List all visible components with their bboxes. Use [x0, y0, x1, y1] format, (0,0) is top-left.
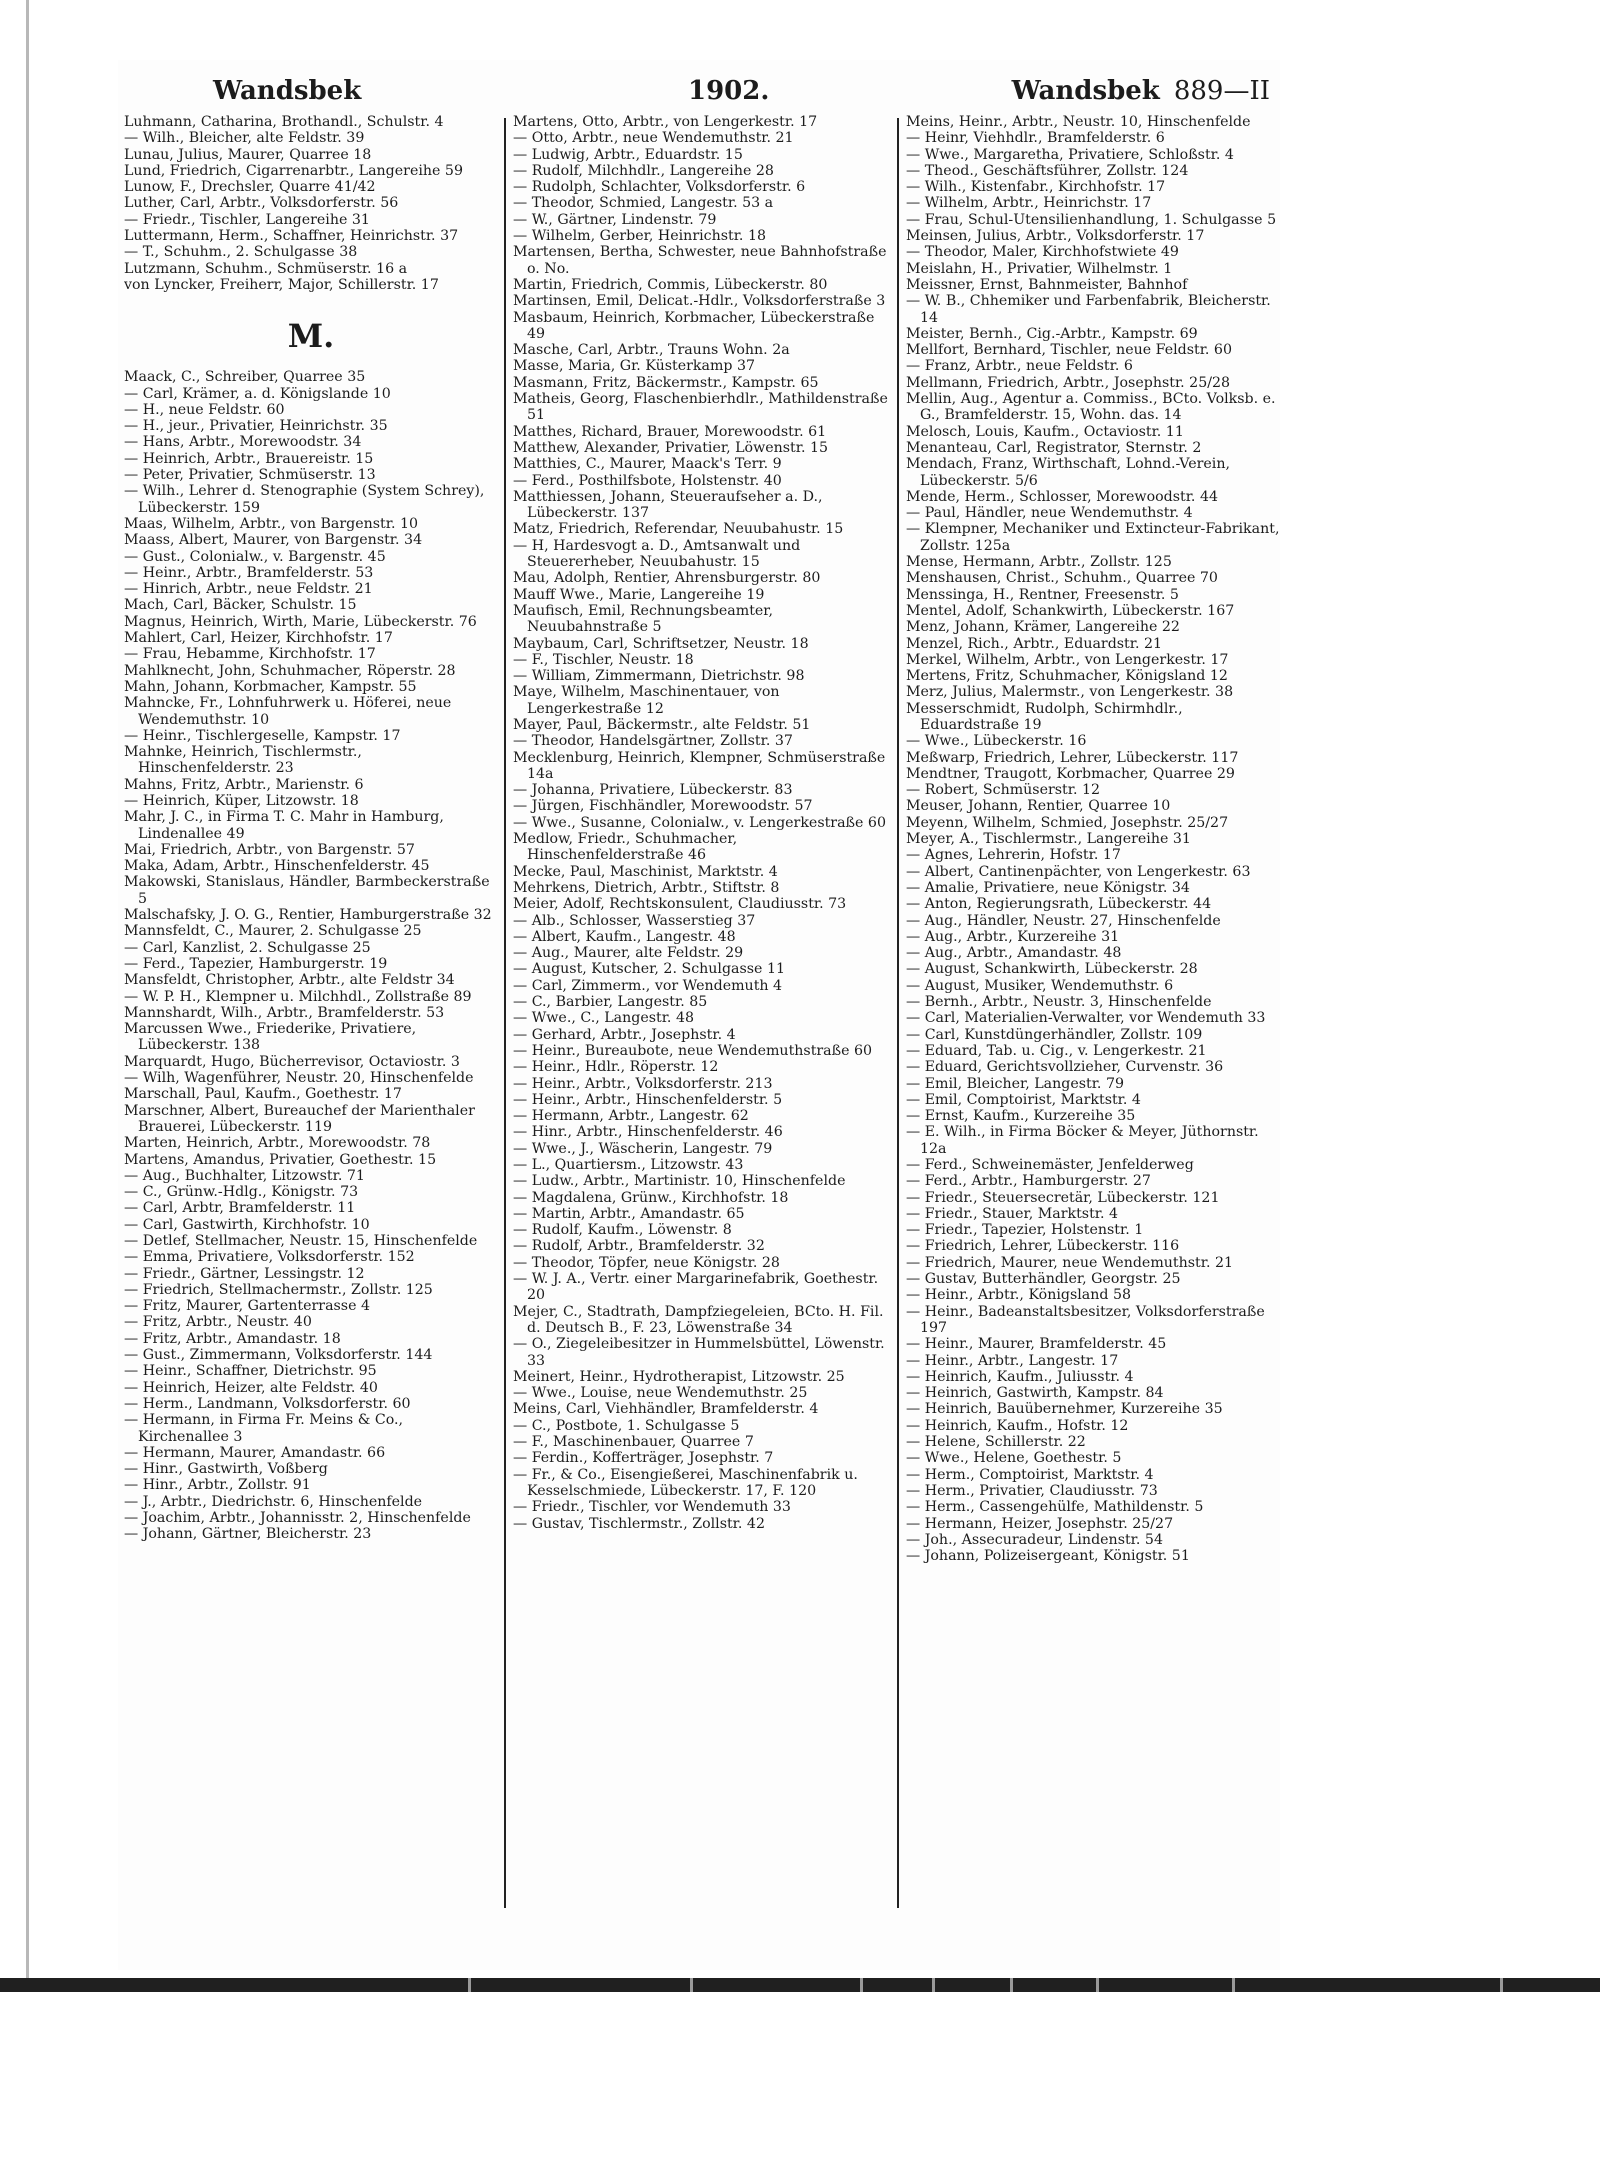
directory-entry: Mahn, Johann, Korbmacher, Kampstr. 55 [124, 678, 417, 695]
directory-entry: — Wilhelm, Gerber, Heinrichstr. 18 [513, 228, 767, 245]
directory-entry: — Jürgen, Fischhändler, Morewoodstr. 57 [513, 798, 813, 815]
directory-entry: — Heinrich, Arbtr., Brauereistr. 15 [124, 450, 374, 467]
directory-entry: Menzel, Rich., Arbtr., Eduardstr. 21 [906, 635, 1163, 652]
directory-entry: Mai, Friedrich, Arbtr., von Bargenstr. 57 [124, 841, 415, 858]
directory-entry: — Wilh., Kistenfabr., Kirchhofstr. 17 [906, 179, 1166, 196]
strip-mark [690, 1978, 693, 1992]
directory-entry: — E. Wilh., in Firma Böcker & Meyer, Jüthornstr. 12a [906, 1124, 1259, 1157]
directory-entry: Mau, Adolph, Rentier, Ahrensburgerstr. 80 [513, 570, 821, 587]
directory-entry: Mach, Carl, Bäcker, Schulstr. 15 [124, 597, 357, 614]
directory-entry: — Rudolf, Arbtr., Bramfelderstr. 32 [513, 1238, 765, 1255]
directory-entry: — Ludw., Arbtr., Martinistr. 10, Hinschenfelde [513, 1173, 846, 1190]
directory-entry: Mellin, Aug., Agentur a. Commiss., BCto. Volksb. e. G., Bramfelderstr. 15, Wohn. das. 14 [906, 391, 1276, 424]
directory-entry: Meinert, Heinr., Hydrotherapist, Litzowstr. 25 [513, 1368, 845, 1385]
column-rule-1 [504, 118, 506, 1908]
directory-entry: Meßwarp, Friedrich, Lehrer, Lübeckerstr. 117 [906, 749, 1239, 766]
directory-entry: — Eduard, Tab. u. Cig., v. Lengerkestr. 21 [906, 1042, 1207, 1059]
directory-entry: — Magdalena, Grünw., Kirchhofstr. 18 [513, 1189, 789, 1206]
directory-entry: Luhmann, Catharina, Brothandl., Schulstr. 4 [124, 114, 444, 130]
directory-entry: — Detlef, Stellmacher, Neustr. 15, Hinschenfelde [124, 1233, 478, 1249]
directory-entry: — Alb., Schlosser, Wasserstieg 37 [513, 912, 756, 929]
directory-entry: Maufisch, Emil, Rechnungsbeamter, Neuubahnstraße 5 [513, 602, 774, 636]
directory-entry: Meins, Carl, Viehhändler, Bramfelderstr. 4 [513, 1401, 819, 1418]
directory-entry: — Hinrich, Arbtr., neue Feldstr. 21 [124, 581, 373, 598]
directory-entry: Meislahn, H., Privatier, Wilhelmstr. 1 [906, 260, 1173, 277]
directory-entry: — Martin, Arbtr., Amandastr. 65 [513, 1205, 745, 1222]
directory-entry: — W. P. H., Klempner u. Milchhdl., Zollstraße 89 [124, 988, 472, 1005]
directory-entry: Meinsen, Julius, Arbtr., Volksdorferstr. 17 [906, 228, 1205, 245]
directory-entry: Mahlknecht, John, Schuhmacher, Röperstr. 28 [124, 662, 456, 679]
directory-entry: Mahr, J. C., in Firma T. C. Mahr in Hamburg, Lindenallee 49 [124, 809, 444, 842]
directory-entry: — Johann, Gärtner, Bleicherstr. 23 [124, 1526, 372, 1543]
directory-entry: — Ferd., Arbtr., Hamburgerstr. 27 [906, 1173, 1151, 1190]
directory-entry: Mejer, C., Stadtrath, Dampfziegeleien, BCto. H. Fil. d. Deutsch B., F. 23, Löwenstraße 34 [513, 1303, 884, 1336]
directory-entry: — Herm., Comptoirist, Marktstr. 4 [906, 1466, 1154, 1483]
directory-entry: Menz, Johann, Krämer, Langereihe 22 [906, 619, 1180, 636]
directory-entry: Marschall, Paul, Kaufm., Goethestr. 17 [124, 1086, 402, 1103]
directory-entry: — Wwe., Lübeckerstr. 16 [906, 733, 1087, 750]
directory-entry: Mahnke, Heinrich, Tischlermstr., Hinschenfelderstr. 23 [124, 744, 362, 777]
column-rule-2 [897, 118, 899, 1908]
directory-entry: Maass, Albert, Maurer, von Bargenstr. 34 [124, 532, 423, 549]
directory-entry: — Johann, Polizeisergeant, Königstr. 51 [906, 1548, 1190, 1565]
column-2 [513, 114, 889, 1914]
directory-entry: Menshausen, Christ., Schuhm., Quarree 70 [906, 570, 1218, 587]
directory-entry: — Heinrich, Heizer, alte Feldstr. 40 [124, 1379, 378, 1396]
header-right [1012, 76, 1270, 106]
directory-entry: Maas, Wilhelm, Arbtr., von Bargenstr. 10 [124, 515, 419, 532]
directory-entry: — Aug., Händler, Neustr. 27, Hinschenfelde [906, 912, 1221, 929]
directory-entry: — Ferd., Tapezier, Hamburgerstr. 19 [124, 955, 388, 972]
directory-entry: Matthes, Richard, Brauer, Morewoodstr. 61 [513, 423, 827, 440]
directory-entry: — Robert, Schmüserstr. 12 [906, 782, 1101, 799]
header-right-title: Wandsbek [1011, 76, 1160, 106]
directory-entry: — Heinr., Badeanstaltsbesitzer, Volksdorferstraße 197 [906, 1303, 1265, 1336]
page-header [128, 70, 1270, 110]
directory-entry: — Heinrich, Kaufm., Juliusstr. 4 [906, 1368, 1134, 1385]
directory-entry: — Carl, Kunstdüngerhändler, Zollstr. 109 [906, 1026, 1203, 1043]
directory-entry: — Wwe., Margaretha, Privatiere, Schloßstr. 4 [906, 146, 1234, 163]
directory-entry: — W. J. A., Vertr. einer Margarinefabrik, Goethestr. 20 [513, 1271, 879, 1304]
directory-entry: Meier, Adolf, Rechtskonsulent, Claudiusstr. 73 [513, 896, 847, 913]
directory-entry: — Joachim, Arbtr., Johannisstr. 2, Hinschenfelde [124, 1510, 471, 1527]
directory-entry: — Ferdin., Kofferträger, Josephstr. 7 [513, 1450, 774, 1467]
directory-entry: Martens, Otto, Arbtr., von Lengerkestr. 17 [513, 114, 818, 130]
directory-entry: Lund, Friedrich, Cigarrenarbtr., Langereihe 59 [124, 162, 463, 179]
directory-entry: — Anton, Regierungsrath, Lübeckerstr. 44 [906, 896, 1212, 913]
directory-entry: — Otto, Arbtr., neue Wendemuthstr. 21 [513, 130, 794, 147]
directory-entry: — L., Quartiersm., Litzowstr. 43 [513, 1157, 744, 1173]
directory-entry: — Friedr., Stauer, Marktstr. 4 [906, 1205, 1119, 1222]
column-1-entries-m [124, 369, 498, 1542]
directory-entry: Matheis, Georg, Flaschenbierhdlr., Mathildenstraße 51 [513, 391, 888, 424]
directory-entry: — Friedrich, Stellmachermstr., Zollstr. 125 [124, 1281, 433, 1298]
directory-entry: Meyer, A., Tischlermstr., Langereihe 31 [906, 831, 1191, 848]
directory-entry: — W. B., Chhemiker und Farbenfabrik, Bleicherstr. 14 [906, 293, 1271, 326]
column-2-entries [513, 114, 889, 1532]
directory-entry: — Hermann, Heizer, Josephstr. 25/27 [906, 1515, 1174, 1532]
directory-entry: — Heinr., Schaffner, Dietrichstr. 95 [124, 1363, 377, 1380]
directory-entry: — C., Postbote, 1. Schulgasse 5 [513, 1417, 740, 1434]
directory-entry: Marquardt, Hugo, Bücherrevisor, Octaviostr. 3 [124, 1053, 460, 1070]
directory-entry: — William, Zimmermann, Dietrichstr. 98 [513, 668, 805, 685]
column-1-entries-l [124, 114, 498, 293]
directory-entry: — Carl, Kanzlist, 2. Schulgasse 25 [124, 939, 371, 956]
directory-entry: — Hermann, Maurer, Amandastr. 66 [124, 1444, 386, 1461]
column-3 [906, 114, 1284, 1914]
strip-mark [860, 1978, 863, 1992]
directory-entry: Menanteau, Carl, Registrator, Sternstr. 2 [906, 439, 1202, 456]
directory-entry: — J., Arbtr., Diedrichstr. 6, Hinschenfelde [124, 1493, 423, 1510]
directory-entry: — Carl, Gastwirth, Kirchhofstr. 10 [124, 1216, 370, 1233]
directory-entry: — Wilh., Bleicher, alte Feldstr. 39 [124, 130, 365, 147]
directory-entry: Maye, Wilhelm, Maschinentauer, von Lengerkestraße 12 [513, 684, 780, 717]
directory-entry: — Friedr., Gärtner, Lessingstr. 12 [124, 1265, 365, 1282]
directory-entry: — Heinr., Hdlr., Röperstr. 12 [513, 1059, 719, 1076]
directory-entry: Martin, Friedrich, Commis, Lübeckerstr. 80 [513, 276, 828, 293]
directory-entry: — Rudolf, Milchhdlr., Langereihe 28 [513, 162, 774, 179]
directory-entry: — Franz, Arbtr., neue Feldstr. 6 [906, 358, 1133, 375]
directory-entry: — Wilhelm, Arbtr., Heinrichstr. 17 [906, 195, 1152, 212]
directory-entry: Mecke, Paul, Maschinist, Marktstr. 4 [513, 863, 778, 880]
directory-entry: — Heinr., Arbtr., Bramfelderstr. 53 [124, 564, 374, 581]
directory-entry: — Theodor, Handelsgärtner, Zollstr. 37 [513, 733, 793, 750]
directory-entry: — Herm., Cassengehülfe, Mathildenstr. 5 [906, 1499, 1204, 1516]
directory-entry: Mendtner, Traugott, Korbmacher, Quarree 29 [906, 765, 1235, 782]
directory-entry: Marschner, Albert, Bureauchef der Marienthaler Brauerei, Lübeckerstr. 119 [124, 1102, 475, 1135]
directory-entry: — Heinr., Arbtr., Königsland 58 [906, 1287, 1132, 1304]
directory-entry: Martensen, Bertha, Schwester, neue Bahnhofstraße o. No. [513, 244, 887, 277]
directory-entry: — Heinr, Viehhdlr., Bramfelderstr. 6 [906, 130, 1165, 147]
directory-entry: Matthew, Alexander, Privatier, Löwenstr. 15 [513, 439, 829, 456]
directory-entry: — Friedr., Steuersecretär, Lübeckerstr. 121 [906, 1189, 1220, 1206]
directory-entry: Meister, Bernh., Cig.-Arbtr., Kampstr. 69 [906, 325, 1198, 342]
directory-entry: Menssinga, H., Rentner, Freesenstr. 5 [906, 586, 1179, 603]
directory-entry: Mertens, Fritz, Schuhmacher, Königsland 12 [906, 668, 1228, 685]
directory-entry: — Theodor, Töpfer, neue Königstr. 28 [513, 1254, 780, 1271]
directory-entry: — Carl, Zimmerm., vor Wendemuth 4 [513, 977, 783, 994]
directory-entry: — C., Grünw.-Hdlg., Königstr. 73 [124, 1184, 359, 1201]
directory-entry: — F., Maschinenbauer, Quarree 7 [513, 1434, 754, 1451]
directory-entry: — Peter, Privatier, Schmüserstr. 13 [124, 467, 376, 484]
directory-entry: Masbaum, Heinrich, Korbmacher, Lübeckerstraße 49 [513, 309, 875, 342]
directory-entry: — C., Barbier, Langestr. 85 [513, 994, 708, 1011]
directory-entry: — Ernst, Kaufm., Kurzereihe 35 [906, 1108, 1136, 1125]
directory-entry: — Bernh., Arbtr., Neustr. 3, Hinschenfelde [906, 994, 1212, 1011]
directory-entry: — Carl, Krämer, a. d. Königslande 10 [124, 385, 391, 402]
directory-entry: — Emil, Bleicher, Langestr. 79 [906, 1075, 1124, 1092]
directory-entry: — Eduard, Gerichtsvollzieher, Curvenstr. 36 [906, 1059, 1224, 1076]
directory-entry: Malschafsky, J. O. G., Rentier, Hamburgerstraße 32 [124, 907, 492, 924]
column-1 [124, 114, 498, 1914]
directory-entry: — Hermann, Arbtr., Langestr. 62 [513, 1108, 749, 1125]
directory-entry: — Wwe., J., Wäscherin, Langestr. 79 [513, 1140, 773, 1157]
directory-entry: Magnus, Heinrich, Wirth, Marie, Lübeckerstr. 76 [124, 613, 477, 630]
directory-entry: — Hinr., Arbtr., Hinschenfelderstr. 46 [513, 1124, 783, 1141]
directory-entry: — H., jeur., Privatier, Heinrichstr. 35 [124, 418, 388, 435]
directory-entry: — Fritz, Maurer, Gartenterrasse 4 [124, 1298, 371, 1315]
directory-entry: — Hermann, in Firma Fr. Meins & Co., Kirchenallee 3 [124, 1412, 404, 1445]
directory-entry: Mahncke, Fr., Lohnfuhrwerk u. Höferei, neue Wendemuthstr. 10 [124, 695, 452, 728]
directory-entry: — August, Musiker, Wendemuthstr. 6 [906, 977, 1174, 994]
column-3-entries [906, 114, 1284, 1564]
directory-entry: — Agnes, Lehrerin, Hofstr. 17 [906, 847, 1121, 864]
directory-entry: — Wwe., Helene, Goethestr. 5 [906, 1450, 1122, 1467]
directory-entry: Lutzmann, Schuhm., Schmüserstr. 16 a [124, 260, 408, 277]
directory-entry: Marten, Heinrich, Arbtr., Morewoodstr. 78 [124, 1135, 431, 1152]
directory-entry: — Fritz, Arbtr., Neustr. 40 [124, 1314, 312, 1331]
page-number: 889—II [1173, 76, 1270, 106]
directory-entry: — Heinrich, Kaufm., Hofstr. 12 [906, 1417, 1129, 1434]
directory-entry: — Heinr., Tischlergeselle, Kampstr. 17 [124, 727, 401, 744]
directory-entry: Mansfeldt, Christopher, Arbtr., alte Feldstr 34 [124, 972, 455, 989]
directory-entry: — Joh., Assecuradeur, Lindenstr. 54 [906, 1531, 1163, 1548]
directory-entry: Martens, Amandus, Privatier, Goethestr. 15 [124, 1151, 437, 1168]
directory-entry: Merz, Julius, Malermstr., von Lengerkestr. 38 [906, 684, 1234, 701]
directory-entry: — H., neue Feldstr. 60 [124, 401, 285, 418]
directory-entry: Mahns, Fritz, Arbtr., Marienstr. 6 [124, 776, 364, 793]
directory-entry: Mayer, Paul, Bäckermstr., alte Feldstr. 51 [513, 716, 811, 733]
directory-entry: — Carl, Materialien-Verwalter, vor Wendemuth 33 [906, 1010, 1266, 1027]
directory-entry: Marcussen Wwe., Friederike, Privatiere, Lübeckerstr. 138 [124, 1021, 417, 1054]
directory-entry: — Gust., Colonialw., v. Bargenstr. 45 [124, 548, 386, 565]
directory-entry: Maack, C., Schreiber, Quarree 35 [124, 369, 366, 386]
strip-mark [1232, 1978, 1235, 1992]
directory-entry: Messerschmidt, Rudolph, Schirmhdlr., Eduardstraße 19 [906, 700, 1183, 733]
directory-page [118, 60, 1280, 1970]
section-letter: M. [287, 317, 335, 356]
directory-entry: — Theodor, Maler, Kirchhofstwiete 49 [906, 244, 1179, 261]
strip-mark [1096, 1978, 1099, 1992]
directory-entry: — Wilh, Wagenführer, Neustr. 20, Hinschenfelde [124, 1070, 474, 1087]
directory-entry: — Aug., Arbtr., Kurzereihe 31 [906, 928, 1120, 945]
directory-entry: Mentel, Adolf, Schankwirth, Lübeckerstr. 167 [906, 602, 1235, 619]
directory-entry: — Klempner, Mechaniker und Extincteur-Fabrikant, Zollstr. 125a [906, 521, 1280, 554]
directory-entry: — Heinr., Maurer, Bramfelderstr. 45 [906, 1336, 1167, 1353]
directory-entry: — F., Tischler, Neustr. 18 [513, 651, 694, 668]
directory-entry: — Emil, Comptoirist, Marktstr. 4 [906, 1091, 1141, 1108]
directory-entry: Makowski, Stanislaus, Händler, Barmbeckerstraße 5 [124, 874, 490, 907]
directory-entry: — Aug., Arbtr., Amandastr. 48 [906, 945, 1122, 962]
directory-entry: — Rudolf, Kaufm., Löwenstr. 8 [513, 1222, 732, 1239]
directory-entry: — Albert, Cantinenpächter, von Lengerkestr. 63 [906, 863, 1251, 880]
header-year: 1902. [688, 76, 770, 106]
directory-entry: — Gerhard, Arbtr., Josephstr. 4 [513, 1026, 736, 1043]
directory-entry: — Johanna, Privatiere, Lübeckerstr. 83 [513, 782, 793, 799]
directory-entry: — Friedr., Tischler, Langereihe 31 [124, 211, 370, 228]
directory-entry: — Heinrich, Küper, Litzowstr. 18 [124, 792, 359, 809]
directory-entry: — Theodor, Schmied, Langestr. 53 a [513, 195, 774, 212]
directory-entry: Mense, Hermann, Arbtr., Zollstr. 125 [906, 554, 1172, 571]
directory-entry: — Aug., Buchhalter, Litzowstr. 71 [124, 1167, 365, 1184]
directory-entry: — Frau, Hebamme, Kirchhofstr. 17 [124, 646, 376, 663]
directory-entry: Mauff Wwe., Marie, Langereihe 19 [513, 586, 765, 603]
directory-entry: — Friedr., Tischler, vor Wendemuth 33 [513, 1499, 791, 1516]
directory-entry: Luther, Carl, Arbtr., Volksdorferstr. 56 [124, 195, 399, 212]
directory-entry: — Gustav, Tischlermstr., Zollstr. 42 [513, 1515, 765, 1532]
strip-mark [1010, 1978, 1013, 1992]
directory-entry: — O., Ziegeleibesitzer in Hummelsbüttel, Löwenstr. 33 [513, 1336, 885, 1369]
directory-entry: — Herm., Privatier, Claudiusstr. 73 [906, 1482, 1158, 1499]
directory-entry: — Heinr., Arbtr., Hinschenfelderstr. 5 [513, 1091, 783, 1108]
directory-entry: Maybaum, Carl, Schriftsetzer, Neustr. 18 [513, 635, 809, 652]
directory-entry: Lunau, Julius, Maurer, Quarree 18 [124, 146, 372, 163]
directory-entry: Mende, Herm., Schlosser, Morewoodstr. 44 [906, 488, 1219, 505]
directory-entry: Mahlert, Carl, Heizer, Kirchhofstr. 17 [124, 630, 393, 647]
directory-entry: — Rudolph, Schlachter, Volksdorferstr. 6 [513, 179, 806, 196]
directory-entry: Meissner, Ernst, Bahnmeister, Bahnhof [906, 276, 1188, 293]
directory-entry: Meyenn, Wilhelm, Schmied, Josephstr. 25/27 [906, 814, 1229, 831]
directory-entry: Lunow, F., Drechsler, Quarre 41/42 [124, 179, 376, 196]
directory-entry: — W., Gärtner, Lindenstr. 79 [513, 211, 717, 228]
directory-entry: — Herm., Landmann, Volksdorferstr. 60 [124, 1395, 411, 1412]
directory-entry: — Friedrich, Lehrer, Lübeckerstr. 116 [906, 1238, 1180, 1255]
directory-entry: — Gust., Zimmermann, Volksdorferstr. 144 [124, 1347, 433, 1364]
directory-entry: — Wwe., C., Langestr. 48 [513, 1010, 694, 1027]
directory-entry: Matthies, C., Maurer, Maack's Terr. 9 [513, 456, 782, 473]
directory-entry: Merkel, Wilhelm, Arbtr., von Lengerkestr. 17 [906, 651, 1229, 668]
directory-entry: — Hans, Arbtr., Morewoodstr. 34 [124, 434, 362, 451]
directory-entry: — Paul, Händler, neue Wendemuthstr. 4 [906, 505, 1193, 522]
strip-mark [932, 1978, 935, 1992]
directory-entry: — Heinrich, Gastwirth, Kampstr. 84 [906, 1385, 1164, 1402]
directory-entry: — Theod., Geschäftsführer, Zollstr. 124 [906, 162, 1189, 179]
directory-entry: Medlow, Friedr., Schuhmacher, Hinschenfelderstraße 46 [513, 831, 738, 864]
directory-entry: Mellmann, Friedrich, Arbtr., Josephstr. 25/28 [906, 374, 1231, 391]
directory-entry: Matz, Friedrich, Referendar, Neuubahustr. 15 [513, 521, 844, 538]
directory-entry: — Friedr., Tapezier, Holstenstr. 1 [906, 1222, 1144, 1239]
scan-bottom-strip [0, 1978, 1600, 1992]
directory-entry: — Fritz, Arbtr., Amandastr. 18 [124, 1330, 341, 1347]
directory-entry: Mannshardt, Wilh., Arbtr., Bramfelderstr. 53 [124, 1004, 445, 1021]
directory-entry: — Heinr., Arbtr., Volksdorferstr. 213 [513, 1075, 773, 1092]
directory-entry: Meuser, Johann, Rentier, Quarree 10 [906, 798, 1171, 815]
directory-entry: Mellfort, Bernhard, Tischler, neue Feldstr. 60 [906, 342, 1232, 359]
directory-entry: — Albert, Kaufm., Langestr. 48 [513, 928, 736, 945]
directory-entry: — Carl, Arbtr, Bramfelderstr. 11 [124, 1200, 356, 1217]
directory-entry: Luttermann, Herm., Schaffner, Heinrichstr. 37 [124, 228, 459, 245]
directory-entry: — Gustav, Butterhändler, Georgstr. 25 [906, 1271, 1181, 1288]
directory-entry: — Emma, Privatiere, Volksdorferstr. 152 [124, 1249, 415, 1266]
directory-entry: — Ferd., Schweinemäster, Jenfelderweg [906, 1157, 1194, 1173]
directory-entry: — H, Hardesvogt a. D., Amtsanwalt und Steuererheber, Neuubahustr. 15 [513, 537, 801, 571]
directory-entry: Mendach, Franz, Wirthschaft, Lohnd.-Verein, Lübeckerstr. 5/6 [906, 456, 1230, 489]
directory-entry: — Hinr., Arbtr., Zollstr. 91 [124, 1477, 311, 1494]
directory-entry: — Heinr., Bureaubote, neue Wendemuthstraße 60 [513, 1042, 873, 1059]
directory-entry: — T., Schuhm., 2. Schulgasse 38 [124, 244, 358, 261]
directory-entry: Meins, Heinr., Arbtr., Neustr. 10, Hinschenfelde [906, 114, 1251, 130]
directory-entry: Martinsen, Emil, Delicat.-Hdlr., Volksdorferstraße 3 [513, 293, 886, 310]
directory-entry: Matthiessen, Johann, Steueraufseher a. D., Lübeckerstr. 137 [513, 488, 823, 522]
strip-mark [468, 1978, 471, 1992]
directory-entry: — Hinr., Gastwirth, Voßberg [124, 1461, 328, 1478]
strip-mark [1500, 1978, 1503, 1992]
directory-entry: Mannsfeldt, C., Maurer, 2. Schulgasse 25 [124, 923, 422, 940]
directory-entry: — August, Kutscher, 2. Schulgasse 11 [513, 961, 786, 978]
directory-entry: — Ludwig, Arbtr., Eduardstr. 15 [513, 146, 743, 163]
directory-entry: Maka, Adam, Arbtr., Hinschenfelderstr. 45 [124, 858, 430, 875]
directory-entry: Melosch, Louis, Kaufm., Octaviostr. 11 [906, 423, 1184, 440]
directory-entry: — Heinrich, Bauübernehmer, Kurzereihe 35 [906, 1401, 1223, 1418]
directory-entry: — Helene, Schillerstr. 22 [906, 1434, 1086, 1451]
directory-entry: — Amalie, Privatiere, neue Königstr. 34 [906, 879, 1190, 896]
directory-entry: — Wwe., Susanne, Colonialw., v. Lengerkestraße 60 [513, 814, 886, 831]
directory-entry: Mehrkens, Dietrich, Arbtr., Stiftstr. 8 [513, 879, 780, 896]
directory-entry: — Ferd., Posthilfsbote, Holstenstr. 40 [513, 472, 782, 489]
directory-entry: — Friedrich, Maurer, neue Wendemuthstr. 21 [906, 1254, 1234, 1271]
directory-entry: Masse, Maria, Gr. Küsterkamp 37 [513, 358, 756, 375]
directory-entry: — Heinr., Arbtr., Langestr. 17 [906, 1352, 1119, 1369]
directory-entry: — Wilh., Lehrer d. Stenographie (System Schrey), Lübeckerstr. 159 [124, 483, 485, 516]
header-left-title: Wandsbek [213, 76, 362, 106]
directory-entry: — August, Schankwirth, Lübeckerstr. 28 [906, 961, 1198, 978]
directory-entry: — Aug., Maurer, alte Feldstr. 29 [513, 945, 744, 962]
directory-entry: Mecklenburg, Heinrich, Klempner, Schmüserstraße 14a [513, 749, 886, 782]
directory-entry: von Lyncker, Freiherr, Major, Schillerstr. 17 [124, 276, 439, 293]
scan-edge-left [26, 0, 29, 1990]
directory-entry: — Fr., & Co., Eisengießerei, Maschinenfabrik u. Kesselschmiede, Lübeckerstr. 17, F. 120 [513, 1466, 858, 1499]
directory-entry: — Frau, Schul-Utensilienhandlung, 1. Schulgasse 5 [906, 211, 1277, 228]
directory-entry: — Wwe., Louise, neue Wendemuthstr. 25 [513, 1385, 808, 1402]
directory-entry: Masmann, Fritz, Bäckermstr., Kampstr. 65 [513, 374, 819, 391]
directory-entry: Masche, Carl, Arbtr., Trauns Wohn. 2a [513, 342, 790, 359]
